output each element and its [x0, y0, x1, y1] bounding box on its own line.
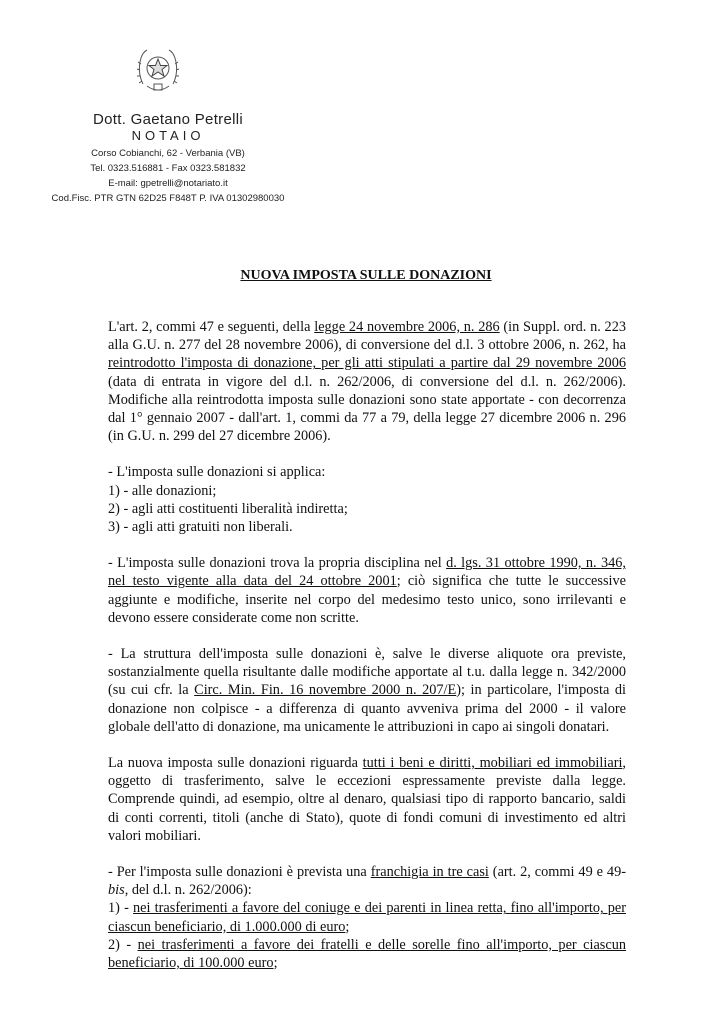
- underlined-text: nei trasferimenti a favore dei fratelli e delle sorelle fino all'importo, per ciascun beneficiario, di 100.000 euro: [108, 936, 626, 972]
- text-run: ;: [273, 955, 278, 972]
- paragraph-2: [108, 554, 626, 627]
- list-intro: - L'imposta sulle donazioni si applica:: [108, 464, 326, 481]
- paragraph-3: [108, 645, 626, 736]
- list-item-prefix: 1) -: [108, 900, 134, 917]
- paragraph-4: [108, 754, 626, 845]
- letterhead: [40, 111, 296, 206]
- list-applicability: [108, 463, 626, 536]
- text-run: (data di entrata in vigore del d.l. n. 262/2006, di conversione del d.l. n. 262/2006). Modifiche alla reintrodotta imposta sulle donazioni sono state apportate - con decorrenza dal 1° gennaio 2007 - dall'art. 1, commi da 77 a 79, della legge 27 dicembre 2006 n. 296 (in G.U. n. 299 del 27 dicembre 2006).: [108, 373, 626, 445]
- list-item: 1) - alle donazioni;: [108, 482, 217, 499]
- document-body: [108, 318, 626, 972]
- text-run: - Per l'imposta sulle donazioni è prevista una: [108, 864, 371, 881]
- underlined-text: reintrodotto l'imposta di donazione, per gli atti stipulati a partire dal 29 novembre 2006: [108, 355, 626, 372]
- text-run: - La struttura dell'imposta sulle donazioni è, salve le diverse aliquote ora previste, sostanzialmente quella risultante dalle modifiche apportate al t.u. dalla legge n. 342/2000 (su cui cfr. la: [108, 646, 626, 699]
- italian-republic-emblem-icon: [135, 44, 181, 96]
- text-run: , oggetto di trasferimento, salve le eccezioni espressamente previste dalla legge. Comprende quindi, ad esempio, oltre al denaro, qualsiasi tipo di rapporto bancario, saldi di conti correnti, titoli (anche di Stato), quote di fondi comuni di investimento ed altri valori mobiliari.: [108, 755, 626, 844]
- list-item-prefix: 2) -: [108, 936, 138, 953]
- underlined-text: legge 24 novembre 2006, n. 286: [314, 319, 500, 335]
- underlined-text: tutti i beni e diritti, mobiliari ed immobiliari: [362, 755, 623, 772]
- text-run: (art. 2, commi 49 e 49-: [488, 864, 626, 881]
- paragraph-5: [108, 863, 626, 972]
- notary-tax-code: Cod.Fisc. PTR GTN 62D25 F848T P. IVA 01302980030: [51, 193, 285, 204]
- text-run: La nuova imposta sulle donazioni riguarda: [108, 755, 363, 772]
- text-run: , del d.l. n. 262/2006):: [124, 882, 252, 899]
- notary-phone: Tel. 0323.516881 - Fax 0323.581832: [90, 163, 246, 174]
- text-run: ;: [345, 918, 350, 935]
- underlined-text: d. lgs. 31 ottobre 1990, n. 346, nel testo vigente alla data del 24 ottobre 2001: [108, 555, 626, 590]
- italic-text: bis: [108, 882, 125, 899]
- paragraph-1: [108, 318, 626, 445]
- text-run: (in Suppl. ord. n. 223 alla G.U. n. 277 del 28 novembre 2006), di conversione del d.l. 3 ottobre 2006, n. 262, ha: [108, 319, 627, 354]
- notary-email: E-mail: gpetrelli@notariato.it: [108, 178, 228, 189]
- notary-address: Corso Cobianchi, 62 - Verbania (VB): [91, 148, 245, 159]
- list-item: 3) - agli atti gratuiti non liberali.: [108, 519, 293, 536]
- underlined-text: franchigia in tre casi: [370, 864, 489, 881]
- underlined-text: nei trasferimenti a favore del coniuge e dei parenti in linea retta, fino all'importo, per ciascun beneficiario, di 1.000.000 di euro: [108, 900, 626, 935]
- text-run: L'art. 2, commi 47 e seguenti, della: [108, 319, 315, 335]
- list-item: 2) - agli atti costituenti liberalità indiretta;: [108, 500, 348, 517]
- document-title: NUOVA IMPOSTA SULLE DONAZIONI: [240, 268, 492, 283]
- notary-role: NOTAIO: [131, 128, 205, 143]
- text-run: ); in particolare, l'imposta di donazione non colpisce - a differenza di quanto avveniva prima del 2000 - il valore globale dell'atto di donazione, ma unicamente le attribuzioni in capo ai singoli donatari.: [108, 682, 626, 735]
- text-run: - L'imposta sulle donazioni trova la propria disciplina nel: [108, 555, 447, 572]
- underlined-text: Circ. Min. Fin. 16 novembre 2000 n. 207/E: [194, 682, 457, 699]
- notary-name: Dott. Gaetano Petrelli: [92, 111, 243, 128]
- text-run: ; ciò significa che tutte le successive aggiunte e modifiche, inserite nel corpo del medesimo testo unico, sono irrilevanti e devono essere considerate come non scritte.: [108, 573, 626, 626]
